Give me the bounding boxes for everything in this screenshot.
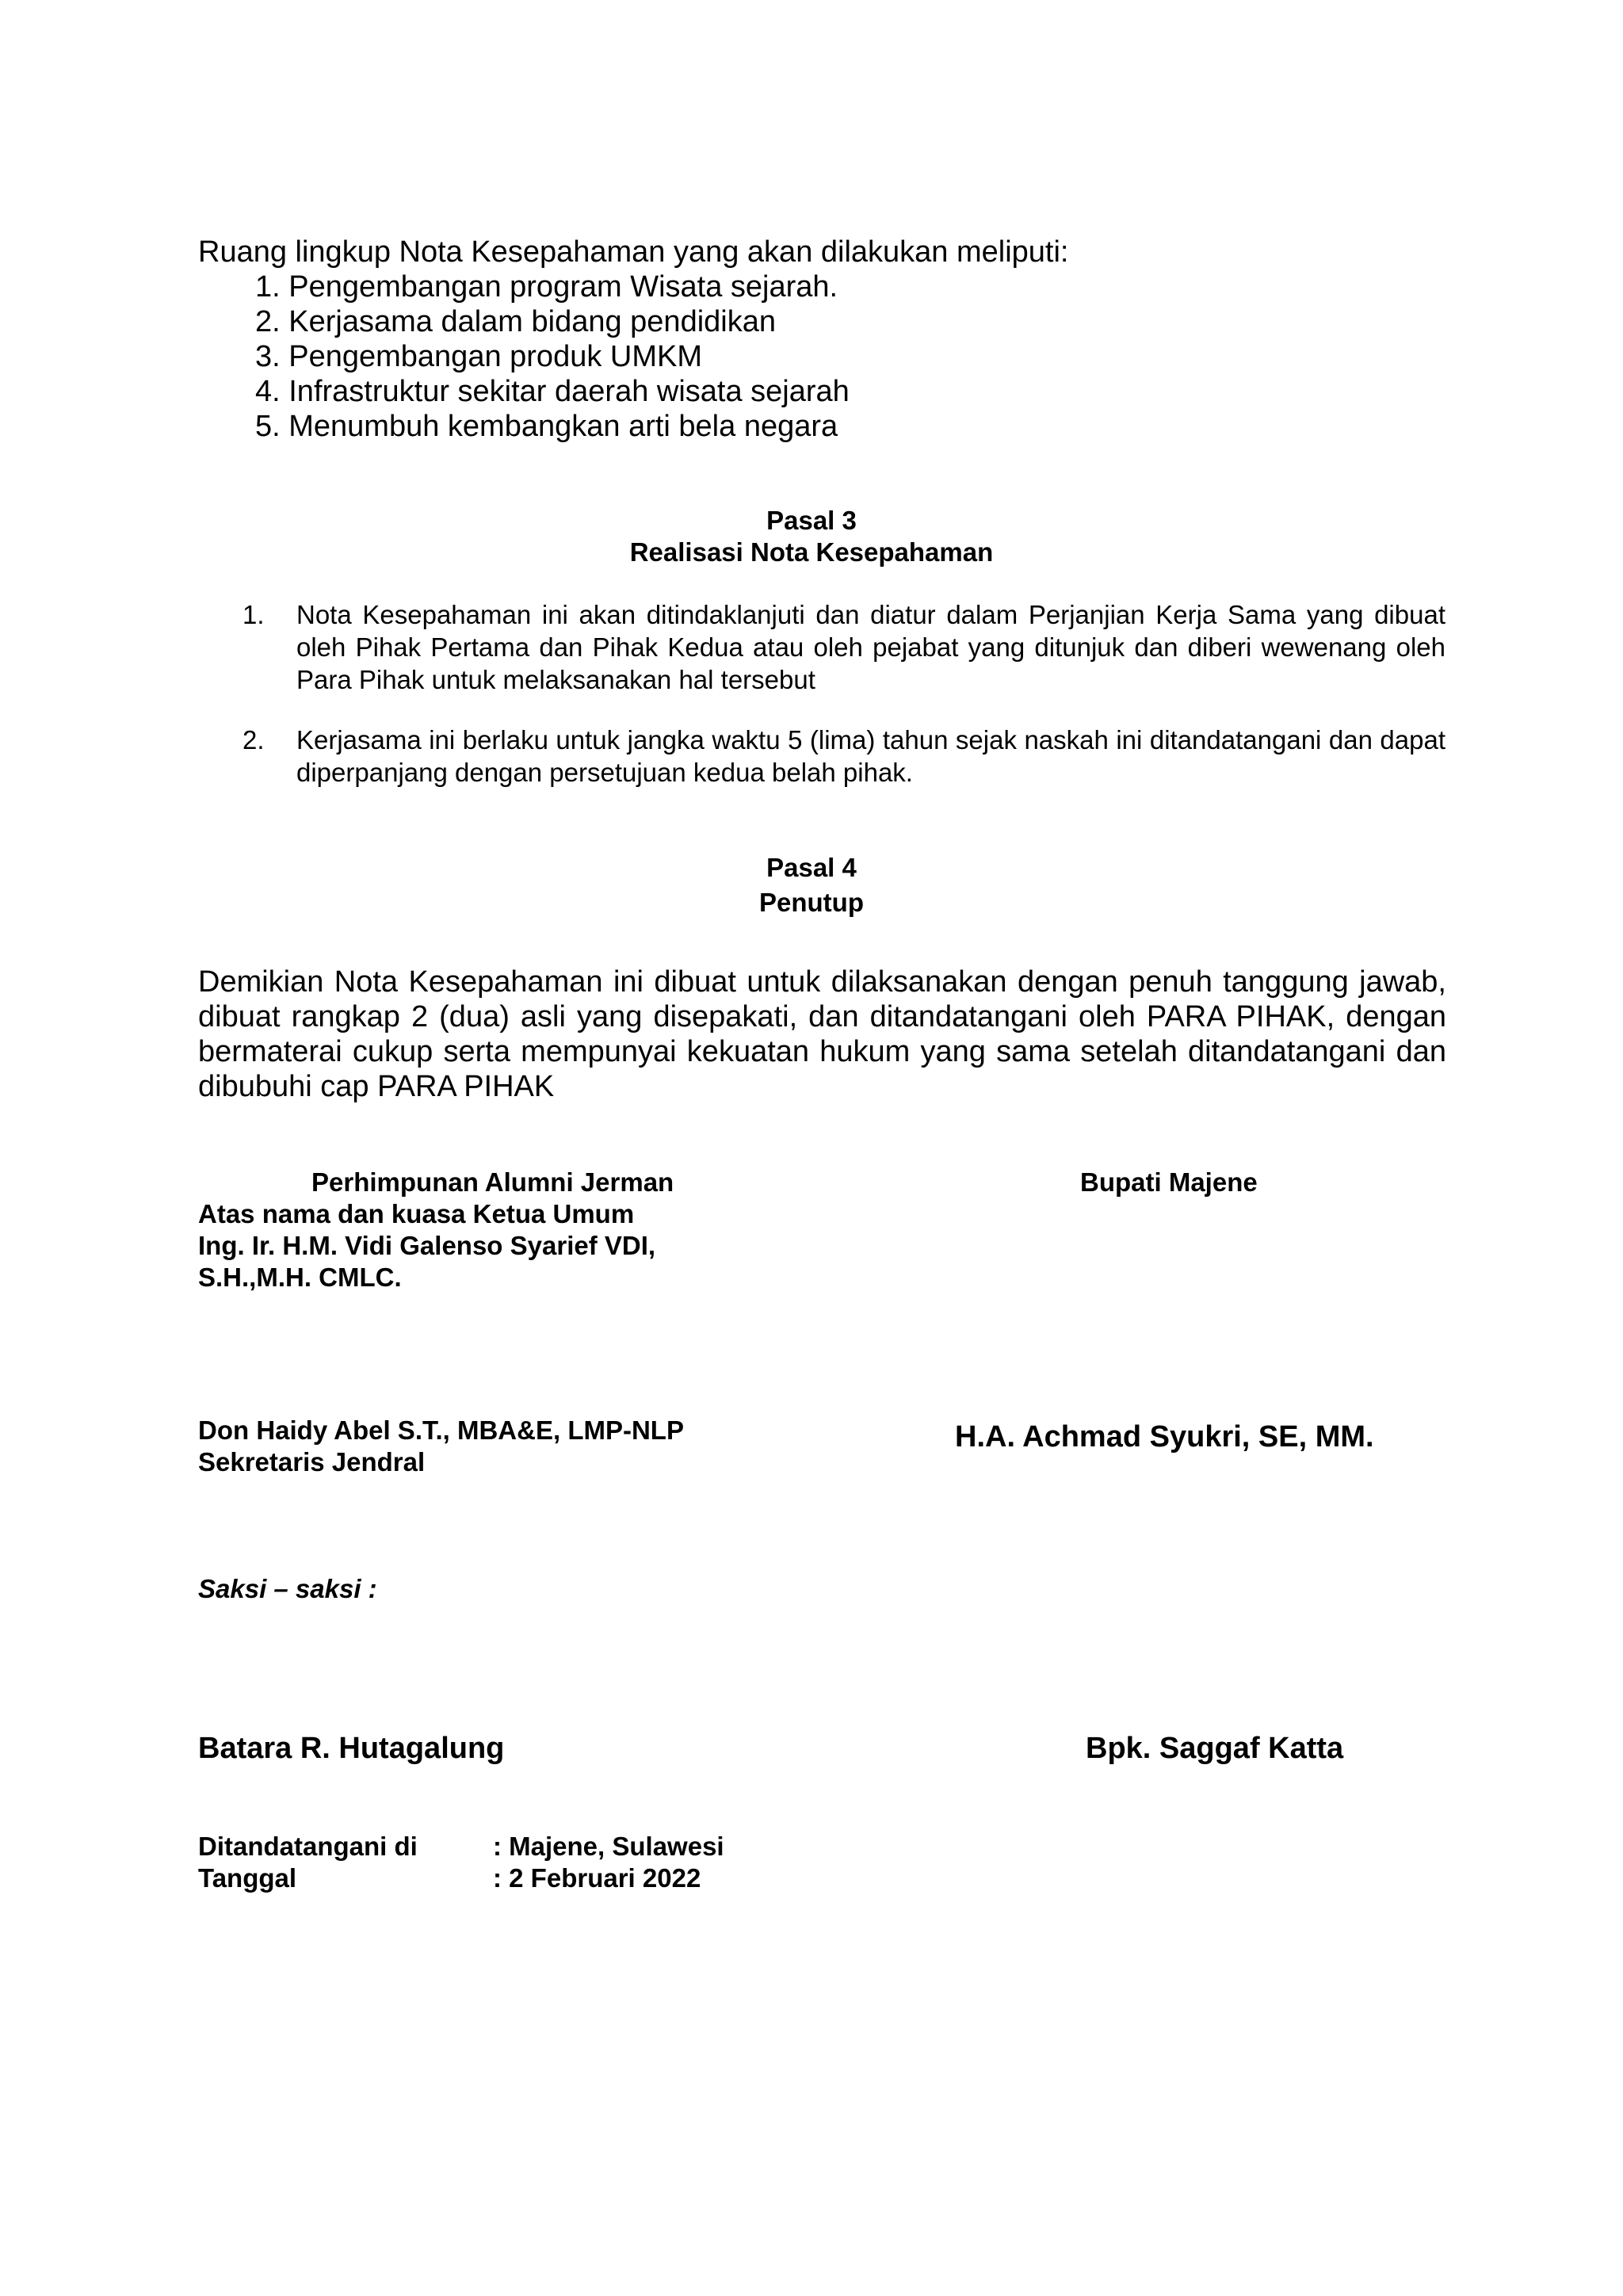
scope-item-3: 3. Pengembangan produk UMKM [255, 340, 702, 373]
left-line-3: S.H.,M.H. CMLC. [198, 1263, 402, 1292]
pasal4-number: Pasal 4 [766, 853, 857, 882]
pasal3-item-1-text: Nota Kesepahaman ini akan ditindaklanjuti dan diatur dalam Perjanjian Kerja Sama yang dibuat oleh Pihak Pertama dan Pihak Kedua atau oleh pejabat yang ditunjuk dan diberi wewenang oleh Para Pihak untuk melaksanakan hal tersebut [296, 600, 1445, 694]
closing-paragraph: Demikian Nota Kesepahaman ini dibuat untuk dilaksanakan dengan penuh tanggung jawab, dibuat rangkap 2 (dua) asli yang disepakati, dan ditandatangani oleh PARA PIHAK, dengan bermaterai cukup serta mempunyai kekuatan hukum yang sama setelah ditandatangani dan dibubuhi cap PARA PIHAK [198, 965, 1446, 1103]
pasal3-title: Realisasi Nota Kesepahaman [629, 537, 994, 567]
left-org: Perhimpunan Alumni Jerman [311, 1167, 674, 1197]
left-signer-title: Sekretaris Jendral [198, 1447, 426, 1477]
left-signer-name: Don Haidy Abel S.T., MBA&E, LMP-NLP [198, 1415, 684, 1445]
signing-place-value: : Majene, Sulawesi [493, 1832, 724, 1861]
signing-date-value: : 2 Februari 2022 [493, 1863, 701, 1893]
scope-intro: Ruang lingkup Nota Kesepahaman yang akan dilakukan meliputi: [198, 235, 1069, 269]
witness-right-name: Bpk. Saggaf Katta [1086, 1732, 1344, 1765]
witnesses-label: Saksi – saksi : [198, 1574, 377, 1603]
right-org: Bupati Majene [1080, 1167, 1258, 1197]
left-line-2: Ing. Ir. H.M. Vidi Galenso Syarief VDI, [198, 1231, 656, 1260]
scope-item-2: 2. Kerjasama dalam bidang pendidikan [255, 305, 776, 338]
right-signer-name: H.A. Achmad Syukri, SE, MM. [955, 1420, 1374, 1454]
witness-left-name: Batara R. Hutagalung [198, 1732, 505, 1765]
pasal3-number: Pasal 3 [766, 506, 857, 535]
pasal3-item-2-number: 2. [242, 725, 265, 755]
scope-item-5: 5. Menumbuh kembangkan arti bela negara [255, 410, 838, 443]
pasal3-item-1-number: 1. [242, 600, 265, 629]
pasal4-title: Penutup [759, 888, 864, 917]
left-line-1: Atas nama dan kuasa Ketua Umum [198, 1199, 635, 1228]
pasal3-item-2-text: Kerjasama ini berlaku untuk jangka waktu 5 (lima) tahun sejak naskah ini ditandatangani dan dapat diperpanjang dengan persetujuan kedua belah pihak. [296, 725, 1445, 787]
signing-place-label: Ditandatangani di [198, 1832, 418, 1861]
scope-item-4: 4. Infrastruktur sekitar daerah wisata sejarah [255, 375, 850, 408]
scope-item-1: 1. Pengembangan program Wisata sejarah. [255, 270, 838, 304]
signing-date-label: Tanggal [198, 1863, 297, 1893]
